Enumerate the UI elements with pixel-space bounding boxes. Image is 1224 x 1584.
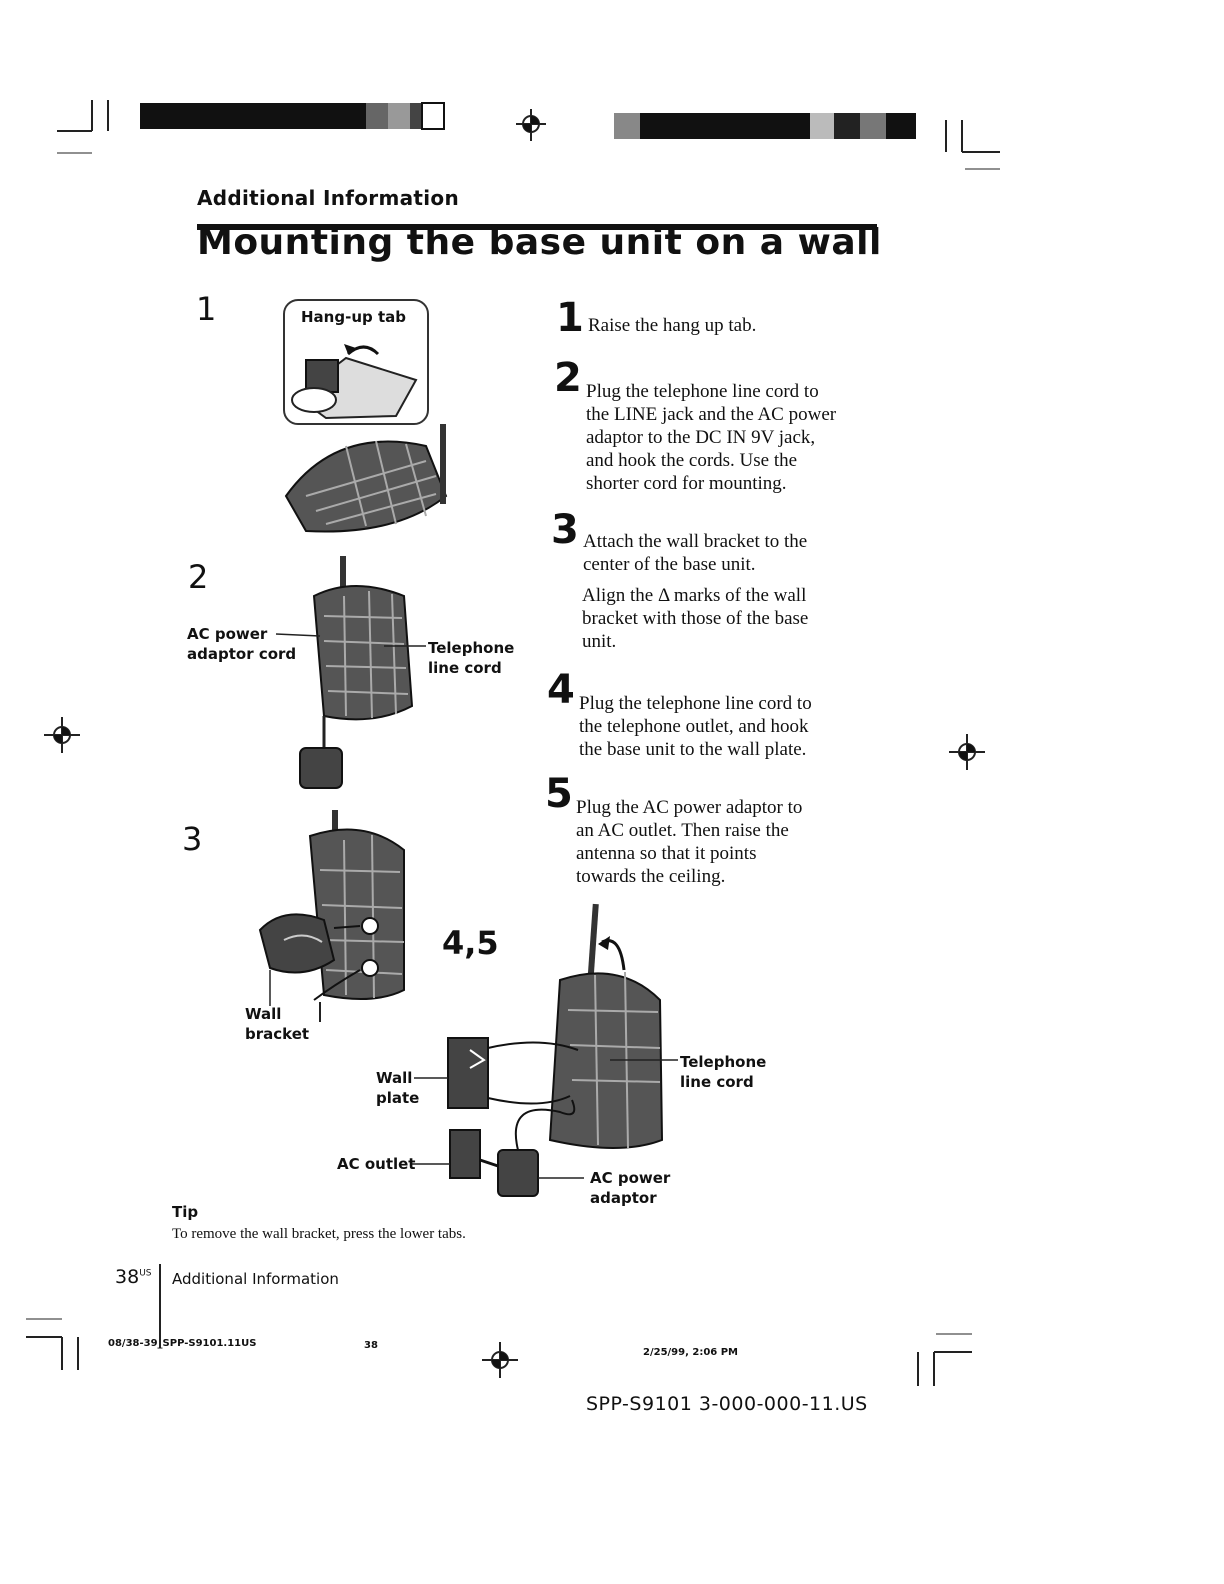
step-line: Align the Δ marks of the wall <box>582 585 807 606</box>
callout-line: plate <box>376 1089 420 1107</box>
step-line: towards the ceiling. <box>576 866 726 887</box>
figure-45-number: 4,5 <box>442 924 499 962</box>
footer-section: Additional Information <box>172 1270 339 1288</box>
tip-text: To remove the wall bracket, press the lower tabs. <box>172 1226 466 1242</box>
callout-line: bracket <box>245 1025 310 1043</box>
step-line: adaptor to the DC IN 9V jack, <box>586 427 816 448</box>
callout-ac-outlet: AC outlet <box>337 1155 416 1173</box>
callout-line: line cord <box>680 1073 754 1091</box>
callout-telephone-line-cord <box>428 638 514 678</box>
figure-1-illustration <box>276 296 466 541</box>
model-code: SPP-S9101 3-000-000-11.US <box>586 1393 868 1415</box>
section-label: Additional Information <box>197 186 459 210</box>
callout-line: AC power <box>187 625 268 643</box>
callout-line: Wall <box>245 1005 282 1023</box>
page-suffix: US <box>139 1268 152 1279</box>
print-file: 08/38-39_SPP-S9101.11US <box>108 1338 257 1349</box>
callout-line: Telephone <box>428 639 515 657</box>
step-number: 4 <box>547 667 575 713</box>
figure-3-illustration <box>254 810 424 1030</box>
figure-45-illustration <box>410 900 690 1200</box>
callout-line: Telephone <box>680 1053 767 1071</box>
figure-1-number: 1 <box>196 290 217 328</box>
tip-label: Tip <box>172 1203 199 1221</box>
step-number: 5 <box>545 771 573 817</box>
step-line: the telephone outlet, and hook <box>579 716 809 737</box>
callout-wall-bracket <box>245 1004 309 1044</box>
figure-3-number: 3 <box>182 820 203 858</box>
step-line: an AC outlet. Then raise the <box>576 820 789 841</box>
step-note <box>582 584 882 653</box>
callout-hangup-tab: Hang-up tab <box>301 308 406 326</box>
step-text <box>583 530 883 576</box>
step-line: Plug the telephone line cord to <box>579 693 812 714</box>
step-text <box>576 796 876 888</box>
callout-line: AC power <box>590 1169 671 1187</box>
step-line: center of the base unit. <box>583 554 756 575</box>
step-line: Attach the wall bracket to the <box>583 531 808 552</box>
step-line: and hook the cords. Use the <box>586 450 798 471</box>
step-line: Plug the telephone line cord to <box>586 381 819 402</box>
print-page: 38 <box>364 1340 378 1351</box>
step-line: bracket with those of the base <box>582 608 809 629</box>
step-number: 1 <box>556 295 584 341</box>
callout-line: Wall <box>376 1069 413 1087</box>
step-line: unit. <box>582 631 617 652</box>
step-text <box>586 380 886 495</box>
step-line: Raise the hang up tab. <box>588 315 757 336</box>
callout-line: adaptor <box>590 1189 657 1207</box>
callout-ac-power-adaptor-cord <box>187 624 296 664</box>
page-number <box>115 1266 152 1288</box>
callout-wall-plate <box>376 1068 419 1108</box>
step-line: shorter cord for mounting. <box>586 473 787 494</box>
figure-2-illustration <box>284 556 434 796</box>
step-line: the LINE jack and the AC power <box>586 404 837 425</box>
step-text <box>588 314 888 337</box>
page-title: Mounting the base unit on a wall <box>197 222 882 263</box>
callout-line: line cord <box>428 659 502 677</box>
step-number: 2 <box>554 355 582 401</box>
step-text <box>579 692 879 761</box>
callout-ac-power-adaptor <box>590 1168 670 1208</box>
step-number: 3 <box>551 507 579 553</box>
step-line: the base unit to the wall plate. <box>579 739 807 760</box>
callout-line: adaptor cord <box>187 645 297 663</box>
page-number-value: 38 <box>115 1266 140 1288</box>
figure-2-number: 2 <box>188 558 209 596</box>
step-line: Plug the AC power adaptor to <box>576 797 803 818</box>
step-line: antenna so that it points <box>576 843 757 864</box>
print-date: 2/25/99, 2:06 PM <box>643 1347 739 1358</box>
callout-telephone-line-cord-2 <box>680 1052 766 1092</box>
